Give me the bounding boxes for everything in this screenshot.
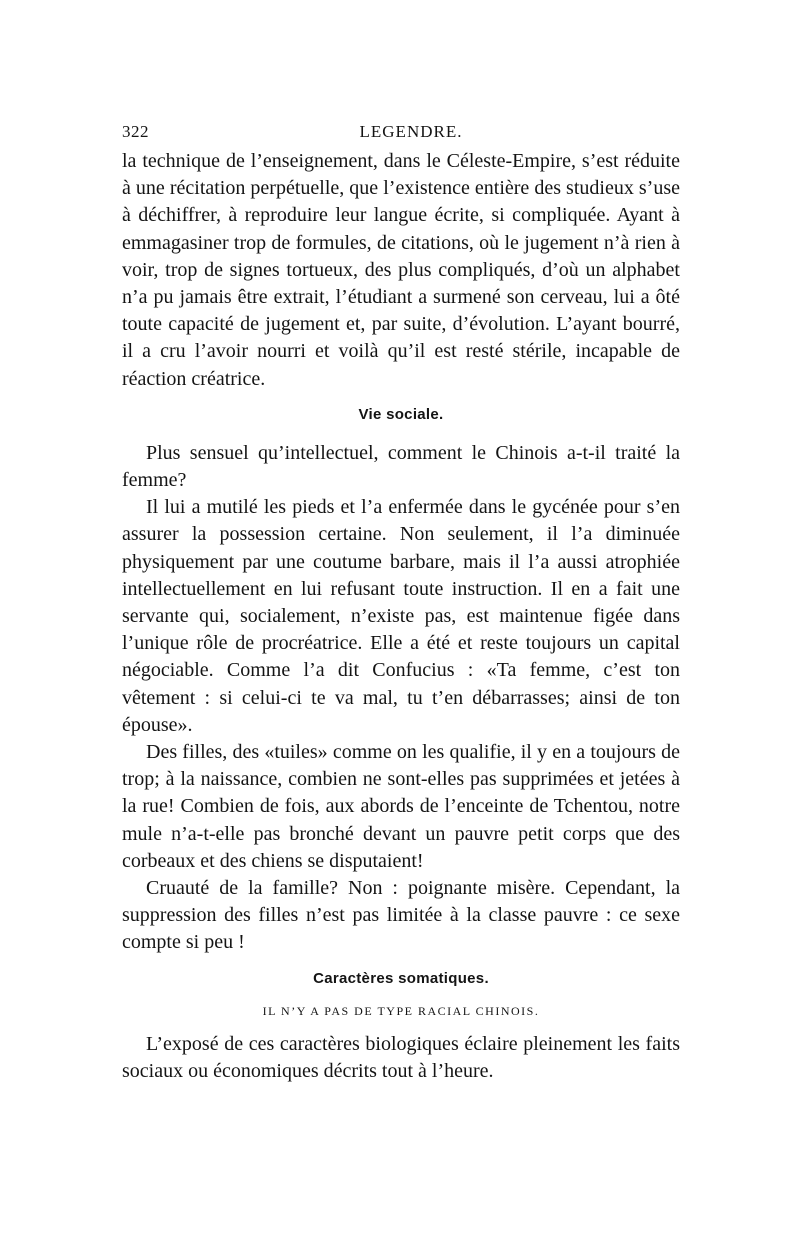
page-number: 322: [122, 122, 149, 141]
running-title: LEGENDRE.: [359, 122, 463, 141]
body-paragraph: Plus sensuel qu’intellectuel, comment le Chinois a-t-il traité la femme?: [122, 441, 680, 492]
body-paragraph: Des filles, des «tuiles» comme on les qualifie, il y en a toujours de trop; à la naissance, combien ne sont-elles pas supprimées et jetées à la rue! Combien de fois, aux abords de l’enceinte de Tchentou, notre mule n’a-t-elle pas bronché devant un pauvre petit corps que des corbeaux et des chiens se disputaient!: [122, 741, 680, 872]
running-head: [122, 118, 680, 148]
book-page: [122, 118, 680, 1085]
section-heading-vie-sociale: Vie sociale.: [358, 405, 444, 423]
body-paragraph: Il lui a mutilé les pieds et l’a enfermée dans le gycénée pour s’en assurer la possession certaine. Non seulement, il l’a diminuée physiquement par une coutume barbare, mais il l’a aussi atrophiée intellectuellement en lui refusant toute instruction. Il en a fait une servante qui, socialement, n’existe pas, est maintenue figée dans l’unique rôle de procréatrice. Elle a été et reste toujours un capital négociable. Comme l’a dit Confucius : «Ta femme, c’est ton vêtement : si celui-ci te va mal, tu t’en débarrasses; ainsi de ton épouse».: [122, 496, 680, 736]
intro-paragraph: la technique de l’enseignement, dans le Céleste-Empire, s’est réduite à une récitation perpétuelle, que l’existence entière des studieux s’use à déchiffrer, à reproduire leur langue écrite, si compliquée. Ayant à emmagasiner trop de formules, de citations, où le jugement n’à rien à voir, trop de signes tortueux, des plus compliqués, d’où un alphabet n’a pu jamais être extrait, l’étudiant a surmené son cerveau, lui a ôté toute capacité de jugement et, par suite, d’évolution. L’ayant bourré, il a cru l’avoir nourri et voilà qu’il est resté stérile, incapable de réaction créatrice.: [122, 150, 680, 390]
body-paragraph: L’exposé de ces caractères biologiques éclaire pleinement les faits sociaux ou économiques décrits tout à l’heure.: [122, 1032, 680, 1082]
section-heading-caracteres-somatiques: Caractères somatiques.: [313, 969, 489, 987]
section-subheading: IL N’Y A PAS DE TYPE RACIAL CHINOIS.: [262, 1003, 540, 1018]
body-paragraph: Cruauté de la famille? Non : poignante misère. Cependant, la suppression des filles n’est pas limitée à la classe pauvre : ce sexe compte si peu !: [122, 877, 680, 954]
